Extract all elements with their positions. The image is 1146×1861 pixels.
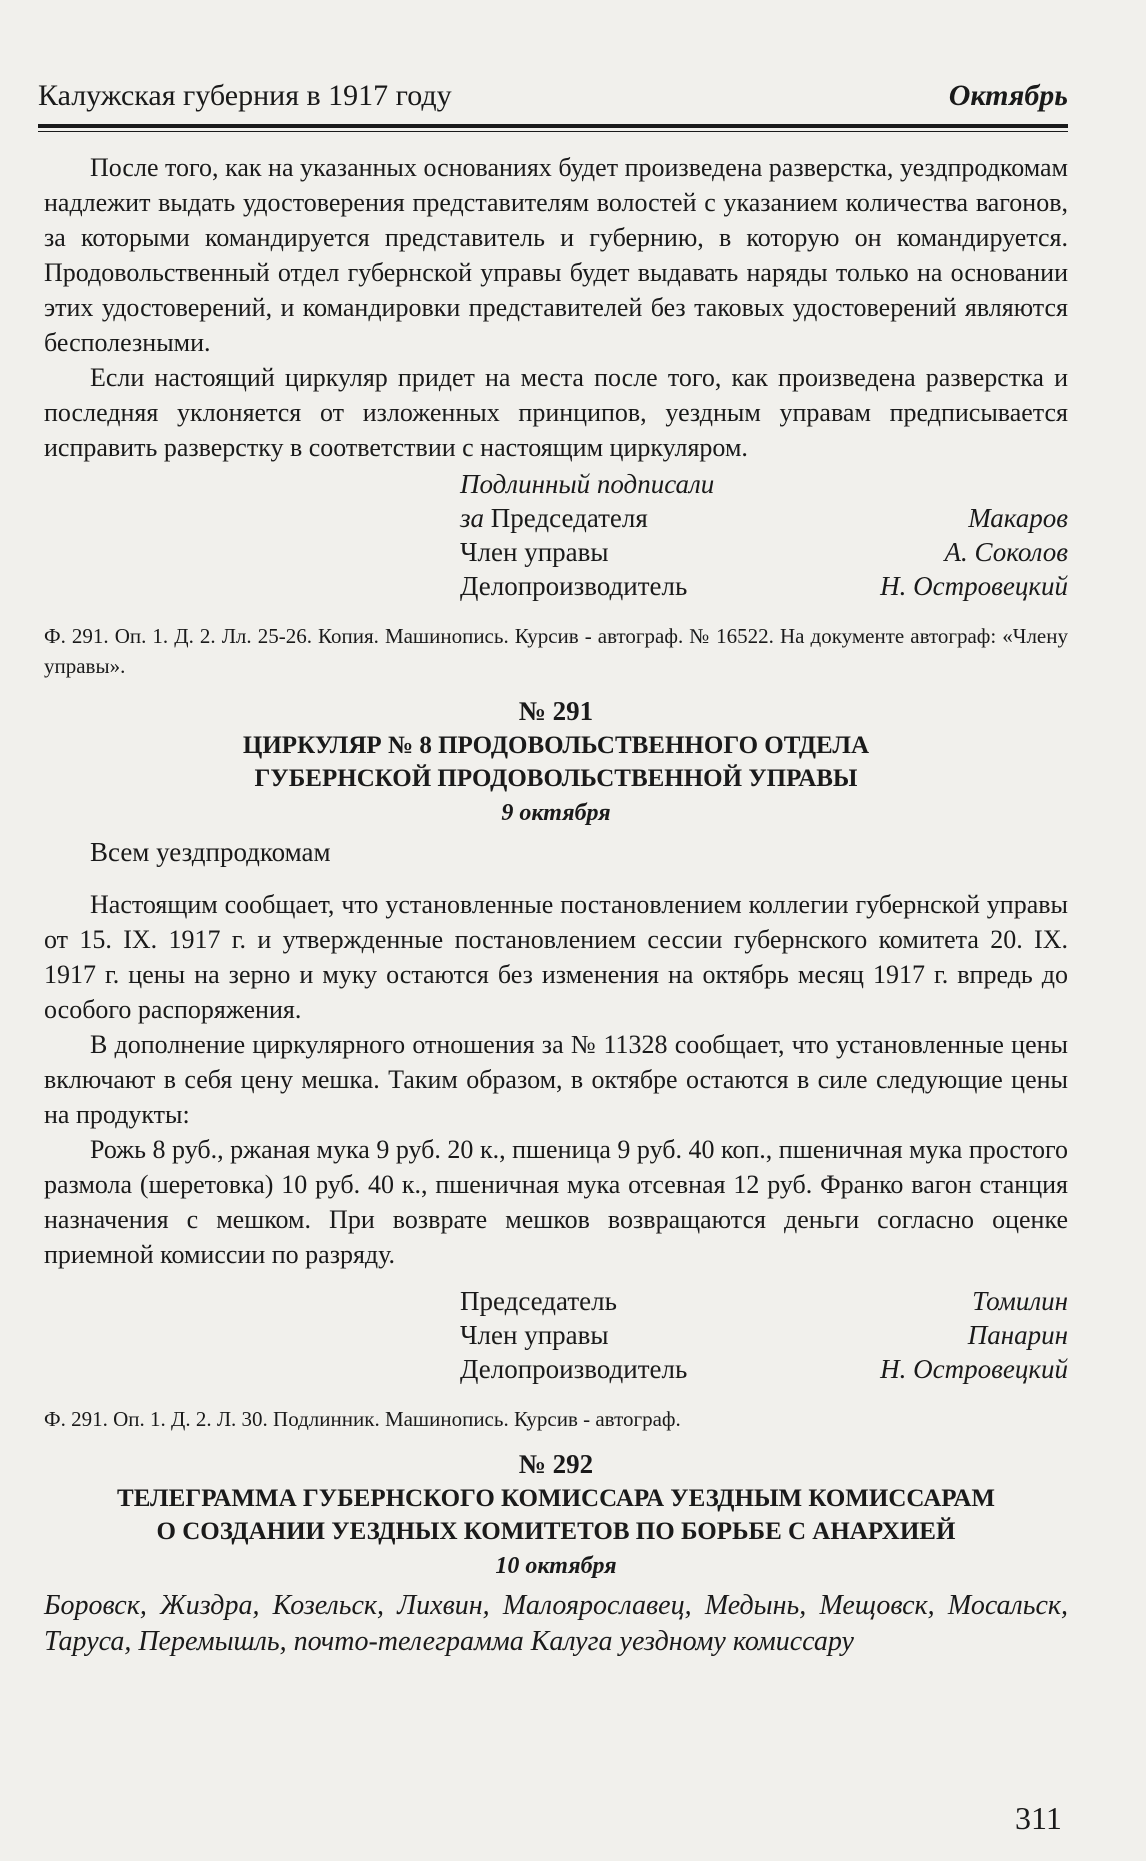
running-header-title: Калужская губерния в 1917 году	[38, 79, 452, 112]
document-date: 9 октября	[501, 800, 611, 826]
signature-role: Член управы	[460, 537, 609, 567]
document-address: Всем уездпродкомам	[90, 837, 331, 867]
signature-name: А. Соколов	[944, 537, 1068, 567]
signatures-intro: Подлинный подписали	[460, 469, 715, 499]
document-title: О СОЗДАНИИ УЕЗДНЫХ КОМИТЕТОВ ПО БОРЬБЕ С АНАРХИЕЙ	[156, 1518, 956, 1545]
document-title: ГУБЕРНСКОЙ ПРОДОВОЛЬСТВЕННОЙ УПРАВЫ	[254, 765, 858, 792]
paragraph: Если настоящий циркуляр придет на места после того, как произведена разверстка и последняя уклоняется от изложенных принципов, уездным управам предписывается исправить разверстку в соответствии с настоящим циркуляром.	[44, 363, 1068, 462]
signature-role: за Председателя	[460, 503, 648, 533]
document-number: № 291	[518, 696, 594, 726]
document-title: ЦИРКУЛЯР № 8 ПРОДОВОЛЬСТВЕННОГО ОТДЕЛА	[242, 732, 870, 759]
signature-name: Н. Островецкий	[880, 1354, 1068, 1384]
archive-reference: Ф. 291. Оп. 1. Д. 2. Л. 30. Подлинник. Машинопись. Курсив - автограф.	[44, 1407, 681, 1431]
telegram-recipients: Боровск, Жиздра, Козельск, Лихвин, Малоярославец, Медынь, Мещовск, Мосальск, Таруса, Перемышль, почто-телеграмма Калуга уездному комиссару	[44, 1590, 1068, 1657]
signature-row	[460, 501, 1068, 535]
document-number: № 292	[518, 1449, 594, 1479]
signature-row	[460, 569, 1068, 603]
signature-row	[460, 535, 1068, 569]
signature-name: Н. Островецкий	[880, 571, 1068, 601]
signature-row	[460, 1284, 1068, 1318]
signature-name: Панарин	[967, 1320, 1068, 1350]
document-title: ТЕЛЕГРАММА ГУБЕРНСКОГО КОМИССАРА УЕЗДНЫМ КОМИССАРАМ	[117, 1485, 995, 1512]
paragraph: В дополнение циркулярного отношения за № 11328 сообщает, что установленные цены включают в себя цену мешка. Таким образом, в октябре остаются в силе следующие цены на продукты:	[44, 1030, 1068, 1129]
paragraph: Рожь 8 руб., ржаная мука 9 руб. 20 к., пшеница 9 руб. 40 коп., пшеничная мука простого размола (шеретовка) 10 руб. 40 к., пшеничная мука отсевная 12 руб. Франко вагон станция назначения с мешком. При возврате мешков возвращаются деньги согласно оценке приемной комиссии по разряду.	[44, 1135, 1068, 1269]
signature-row	[460, 1352, 1068, 1386]
running-header	[38, 78, 1068, 114]
signature-role: Делопроизводитель	[460, 1354, 688, 1384]
signature-row	[460, 1318, 1068, 1352]
paragraph: Настоящим сообщает, что установленные постановлением коллегии губернской управы от 15. IX. 1917 г. и утвержденные постановлением сессии губернского комитета 20. IX. 1917 г. цены на зерно и муку остаются без изменения на октябрь месяц 1917 г. впредь до особого распоряжения.	[44, 890, 1068, 1024]
signature-name: Макаров	[968, 503, 1068, 533]
signature-name: Томилин	[972, 1286, 1068, 1316]
document-date: 10 октября	[495, 1553, 617, 1579]
header-rule-thin	[38, 131, 1068, 132]
paragraph: После того, как на указанных основаниях будет произведена разверстка, уездпродкомам надлежит выдать удостоверения представителям волостей с указанием количества вагонов, за которыми командируется представитель и губернию, в которую он командируется. Продовольственный отдел губернской управы будет выдавать наряды только на основании этих удостоверений, и командировки представителей без таковых удостоверений являются бесполезными.	[44, 153, 1068, 357]
signature-role: Делопроизводитель	[460, 571, 688, 601]
signature-role: Председатель	[460, 1286, 617, 1316]
running-header-month: Октябрь	[948, 79, 1068, 112]
archive-reference: Ф. 291. Оп. 1. Д. 2. Лл. 25-26. Копия. Машинопись. Курсив - автограф. № 16522. На документе автограф: «Члену управы».	[44, 624, 1068, 678]
page-number: 311	[1015, 1800, 1062, 1836]
signature-role: Член управы	[460, 1320, 609, 1350]
header-rule-thick	[38, 124, 1068, 128]
page-body	[44, 150, 1068, 1660]
